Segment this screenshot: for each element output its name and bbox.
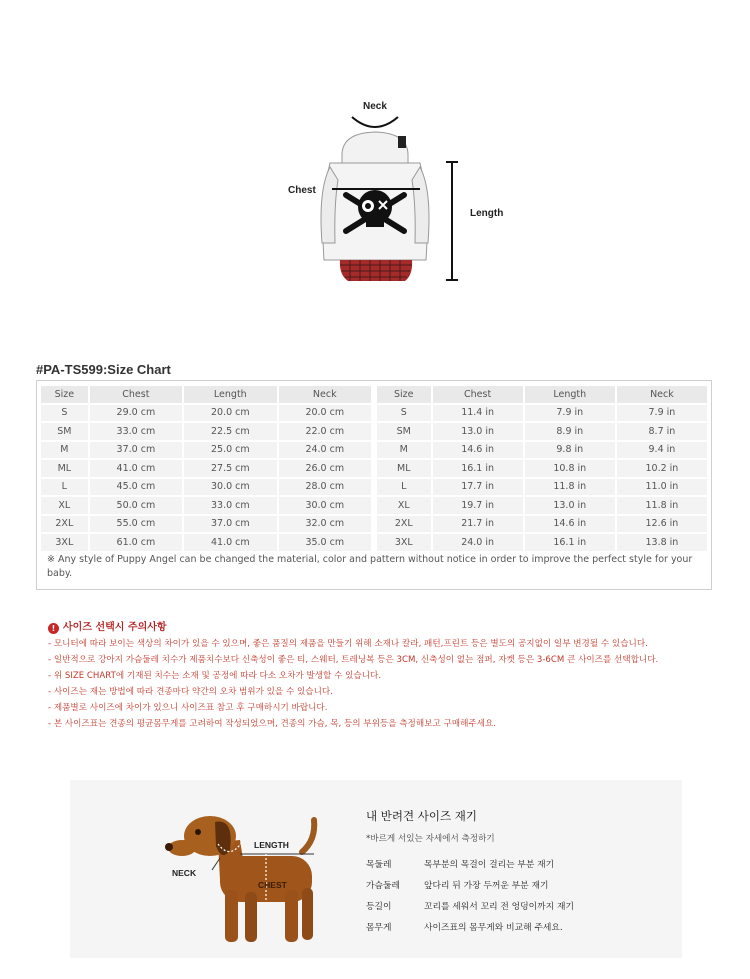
table-cell: 7.9 in <box>617 405 707 422</box>
measure-desc: 사이즈표의 몸무게와 비교해 주세요. <box>424 923 563 933</box>
table-cell: SM <box>41 423 88 440</box>
table-cell: 13.0 in <box>525 497 615 514</box>
length-label: Length <box>470 208 504 219</box>
measure-term: 등길이 <box>366 902 392 912</box>
header-length: Length <box>525 386 615 403</box>
measure-desc: 앞다리 뒤 가장 두꺼운 부분 재기 <box>424 881 549 891</box>
table-row <box>377 460 707 477</box>
table-header-row <box>41 386 371 403</box>
table-row <box>41 442 371 459</box>
hood-tag <box>398 136 406 148</box>
size-chart <box>36 380 712 590</box>
table-cell: 41.0 cm <box>184 534 276 551</box>
size-chart-title: #PA-TS599:Size Chart <box>36 362 171 377</box>
notice-heading <box>48 618 167 634</box>
notice-item: - 본 사이즈표는 견종의 평균몸무게를 고려하여 작성되었으며, 견종의 가슴, 목, 등의 부위등을 측정해보고 구매해주세요. <box>48 719 497 729</box>
table-cell: 61.0 cm <box>90 534 182 551</box>
table-cell: 24.0 in <box>433 534 523 551</box>
table-cell: 26.0 cm <box>279 460 371 477</box>
table-row <box>41 405 371 422</box>
table-cell: 30.0 cm <box>184 479 276 496</box>
table-cell: 50.0 cm <box>90 497 182 514</box>
warning-icon: ! <box>48 623 59 634</box>
table-cell: 25.0 cm <box>184 442 276 459</box>
table-cell: L <box>41 479 88 496</box>
notice-item: - 제품별로 사이즈에 차이가 있으니 사이즈표 참고 후 구매하시기 바랍니다. <box>48 703 328 713</box>
notice-item: - 모니터에 따라 보이는 색상의 차이가 있을 수 있으며, 좋은 품질의 제품을 만들기 위해 소재나 칼라, 패턴,프린트 등은 별도의 공지없이 일부 변경될 수 있습니다. <box>48 639 648 649</box>
neck-arc <box>352 117 398 127</box>
table-cell: S <box>377 405 431 422</box>
table-cell: XL <box>377 497 431 514</box>
table-cell: 22.5 cm <box>184 423 276 440</box>
table-row <box>377 479 707 496</box>
table-cell: 45.0 cm <box>90 479 182 496</box>
measure-desc: 꼬리를 세워서 꼬리 전 엉덩이까지 재기 <box>424 902 574 912</box>
table-cell: 29.0 cm <box>90 405 182 422</box>
table-cell: 16.1 in <box>525 534 615 551</box>
measure-term: 몸무게 <box>366 923 392 933</box>
dog-neck-label: NECK <box>172 868 197 878</box>
table-cell: 10.8 in <box>525 460 615 477</box>
measure-guide-subtitle: *바르게 서있는 자세에서 측정하기 <box>366 834 495 844</box>
table-cell: 20.0 cm <box>279 405 371 422</box>
measure-term: 가슴둘레 <box>366 881 400 891</box>
table-cell: 2XL <box>377 516 431 533</box>
table-cell: 55.0 cm <box>90 516 182 533</box>
header-chest: Chest <box>433 386 523 403</box>
table-row <box>377 534 707 551</box>
table-cell: 21.7 in <box>433 516 523 533</box>
measure-desc: 목부분의 목걸이 걸리는 부분 재기 <box>424 860 555 870</box>
measure-term: 목둘레 <box>366 860 392 870</box>
table-row <box>377 497 707 514</box>
measure-guide-title: 내 반려견 사이즈 재기 <box>366 809 477 823</box>
table-cell: 12.6 in <box>617 516 707 533</box>
table-cell: 28.0 cm <box>279 479 371 496</box>
table-cell: 37.0 cm <box>184 516 276 533</box>
table-cell: 41.0 cm <box>90 460 182 477</box>
neck-label: Neck <box>363 101 387 112</box>
table-cell: 9.8 in <box>525 442 615 459</box>
table-header-row <box>377 386 707 403</box>
header-neck: Neck <box>617 386 707 403</box>
dog-chest-label: CHEST <box>258 880 287 890</box>
table-row <box>377 405 707 422</box>
table-cell: 19.7 in <box>433 497 523 514</box>
table-row <box>377 516 707 533</box>
table-cell: 13.0 in <box>433 423 523 440</box>
table-cell: 3XL <box>41 534 88 551</box>
table-cell: 14.6 in <box>433 442 523 459</box>
table-cell: M <box>377 442 431 459</box>
table-cell: 8.9 in <box>525 423 615 440</box>
table-cell: ML <box>377 460 431 477</box>
table-cell: 24.0 cm <box>279 442 371 459</box>
table-cell: 2XL <box>41 516 88 533</box>
hoodie-illustration <box>280 95 540 295</box>
table-cell: 11.8 in <box>617 497 707 514</box>
table-cell: XL <box>41 497 88 514</box>
table-row <box>41 479 371 496</box>
notice-title: 사이즈 선택시 주의사항 <box>63 622 167 633</box>
header-size: Size <box>41 386 88 403</box>
table-row <box>41 460 371 477</box>
table-cell: ML <box>41 460 88 477</box>
dog-illustration <box>70 780 330 958</box>
table-cell: 33.0 cm <box>90 423 182 440</box>
notice-item: - 사이즈는 재는 방법에 따라 견종마다 약간의 오차 범위가 있을 수 있습니다. <box>48 687 333 697</box>
header-length: Length <box>184 386 276 403</box>
header-neck: Neck <box>279 386 371 403</box>
table-row <box>41 423 371 440</box>
notice-list <box>48 636 658 732</box>
size-table-inch <box>375 384 709 553</box>
table-cell: 17.7 in <box>433 479 523 496</box>
table-cell: 35.0 cm <box>279 534 371 551</box>
notice-item: - 위 SIZE CHART에 기재된 치수는 소재 및 공정에 따라 다소 오차가 발생할 수 있습니다. <box>48 671 382 681</box>
table-cell: 13.8 in <box>617 534 707 551</box>
table-cell: 11.4 in <box>433 405 523 422</box>
table-row <box>377 423 707 440</box>
table-cell: 37.0 cm <box>90 442 182 459</box>
table-row <box>41 516 371 533</box>
table-cell: S <box>41 405 88 422</box>
size-table-cm <box>39 384 373 553</box>
table-cell: 30.0 cm <box>279 497 371 514</box>
table-cell: L <box>377 479 431 496</box>
table-cell: 11.8 in <box>525 479 615 496</box>
table-cell: 22.0 cm <box>279 423 371 440</box>
header-size: Size <box>377 386 431 403</box>
table-cell: 3XL <box>377 534 431 551</box>
table-cell: M <box>41 442 88 459</box>
table-cell: 16.1 in <box>433 460 523 477</box>
table-row <box>41 534 371 551</box>
table-cell: 20.0 cm <box>184 405 276 422</box>
table-cell: 9.4 in <box>617 442 707 459</box>
table-row <box>377 442 707 459</box>
table-cell: SM <box>377 423 431 440</box>
table-cell: 10.2 in <box>617 460 707 477</box>
table-cell: 14.6 in <box>525 516 615 533</box>
dog-length-label: LENGTH <box>254 840 289 850</box>
notice-item: - 일반적으로 강아지 가슴둘레 치수가 제품치수보다 신축성이 좋은 티, 스웨터, 트레닝복 등은 3CM, 신축성이 없는 점퍼, 자켓 등은 3-6CM 큰 사이즈를 선택합니다. <box>48 655 659 665</box>
chart-footnote: ※ Any style of Puppy Angel can be changed the material, color and pattern without notice in order to improve the perfect style for your baby. <box>47 554 693 579</box>
header-chest: Chest <box>90 386 182 403</box>
garment-diagram <box>280 95 540 295</box>
table-cell: 7.9 in <box>525 405 615 422</box>
table-cell: 33.0 cm <box>184 497 276 514</box>
table-cell: 8.7 in <box>617 423 707 440</box>
table-cell: 11.0 in <box>617 479 707 496</box>
table-cell: 32.0 cm <box>279 516 371 533</box>
chest-label: Chest <box>288 185 316 196</box>
table-row <box>41 497 371 514</box>
table-cell: 27.5 cm <box>184 460 276 477</box>
